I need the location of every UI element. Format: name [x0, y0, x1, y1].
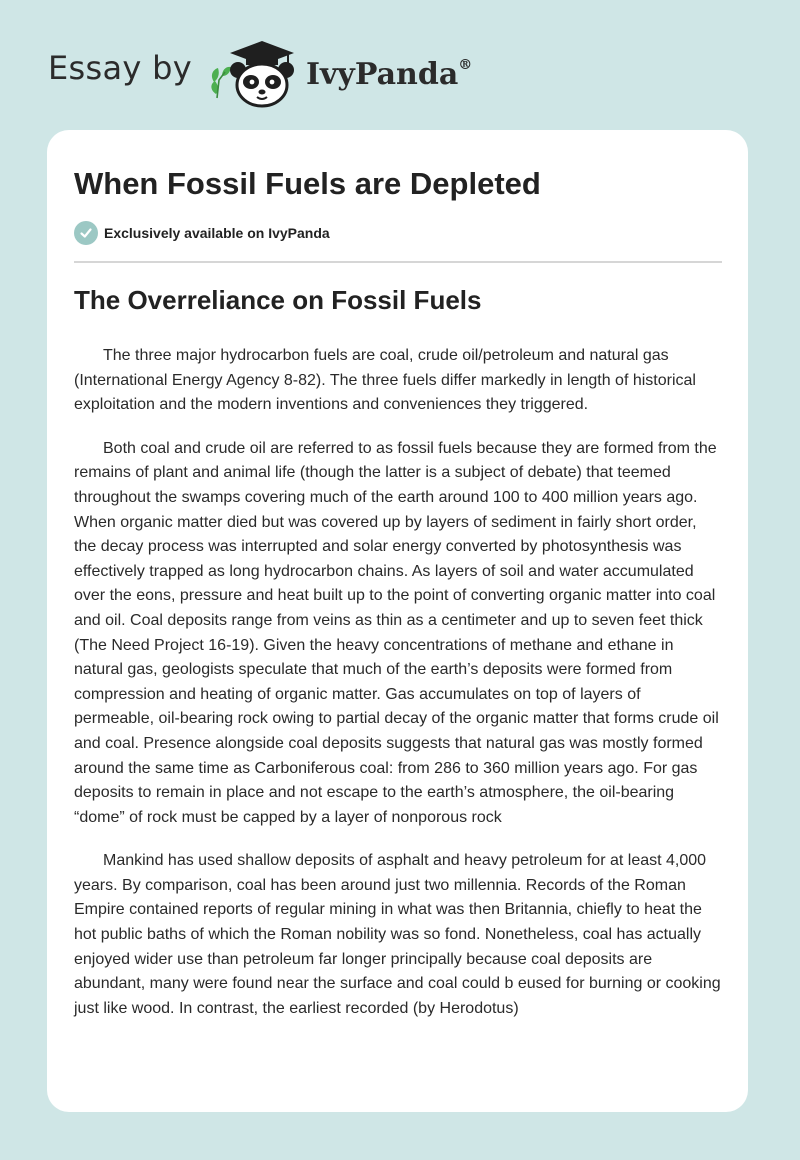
paragraph: Both coal and crude oil are referred to as fossil fuels because they are formed from the remains of plant and animal life (though the latter is a subject of debate) that teemed throughout the swamps covering much of the earth around 100 to 400 million years ago. When organic matter died but was covered up by layers of sediment in fairly short order, the decay process was interrupted and solar energy converted by photosynthesis was effectively trapped as long hydrocarbon chains. As layers of soil and water accumulated over the eons, pressure and heat built up to the point of converting organic matter into coal and oil. Coal deposits range from veins as thin as a centimeter and up to seven feet thick (The Need Project 16-19). Given the heavy concentrations of methane and ethane in natural gas, geologists speculate that much of the earth’s deposits were formed from compression and heating of organic matter. Gas accumulates on top of layers of permeable, oil-bearing rock owing to partial decay of the organic matter that forms crude oil and coal. Presence alongside coal deposits suggests that natural gas was mostly formed around the same time as Carboniferous coal: from 286 to 360 million years ago. For gas deposits to remain in place and not escape to the earth’s atmosphere, the oil-bearing “dome” of rock must be capped by a layer of nonporous rock [74, 439, 719, 826]
check-circle-icon [74, 221, 98, 245]
essay-card [47, 130, 748, 1112]
essay-body [74, 344, 723, 1040]
trademark-symbol: ® [458, 56, 473, 73]
essay-by-label: Essay by [48, 49, 192, 87]
paragraph: Mankind has used shallow deposits of asphalt and heavy petroleum for at least 4,000 years. By comparison, coal has been around just two millennia. Records of the Roman Empire contained reports of regular mining in what was then Britannia, chiefly to heat the hot public baths of which the Roman nobility was so fond. Nonetheless, coal has actually enjoyed wider use than petroleum far longer principally because coal deposits are abundant, many were found near the surface and coal could b eused for burning or cooking just like wood. In contrast, the earliest recorded (by Herodotus) [74, 852, 721, 1017]
brand-name [306, 57, 472, 92]
essay-title: When Fossil Fuels are Depleted [74, 166, 541, 201]
brand-name-text: IvyPanda [305, 56, 459, 92]
paragraph: The three major hydrocarbon fuels are coal, crude oil/petroleum and natural gas (International Energy Agency 8-82). The three fuels differ markedly in length of historical exploitation and the modern inventions and conveniences they triggered. [74, 347, 696, 414]
section-title: The Overreliance on Fossil Fuels [74, 285, 482, 315]
panda-graduate-icon [208, 36, 302, 108]
exclusive-badge [74, 221, 330, 245]
exclusive-badge-text: Exclusively available on IvyPanda [104, 225, 330, 241]
site-header [48, 36, 472, 108]
title-divider [74, 261, 722, 263]
